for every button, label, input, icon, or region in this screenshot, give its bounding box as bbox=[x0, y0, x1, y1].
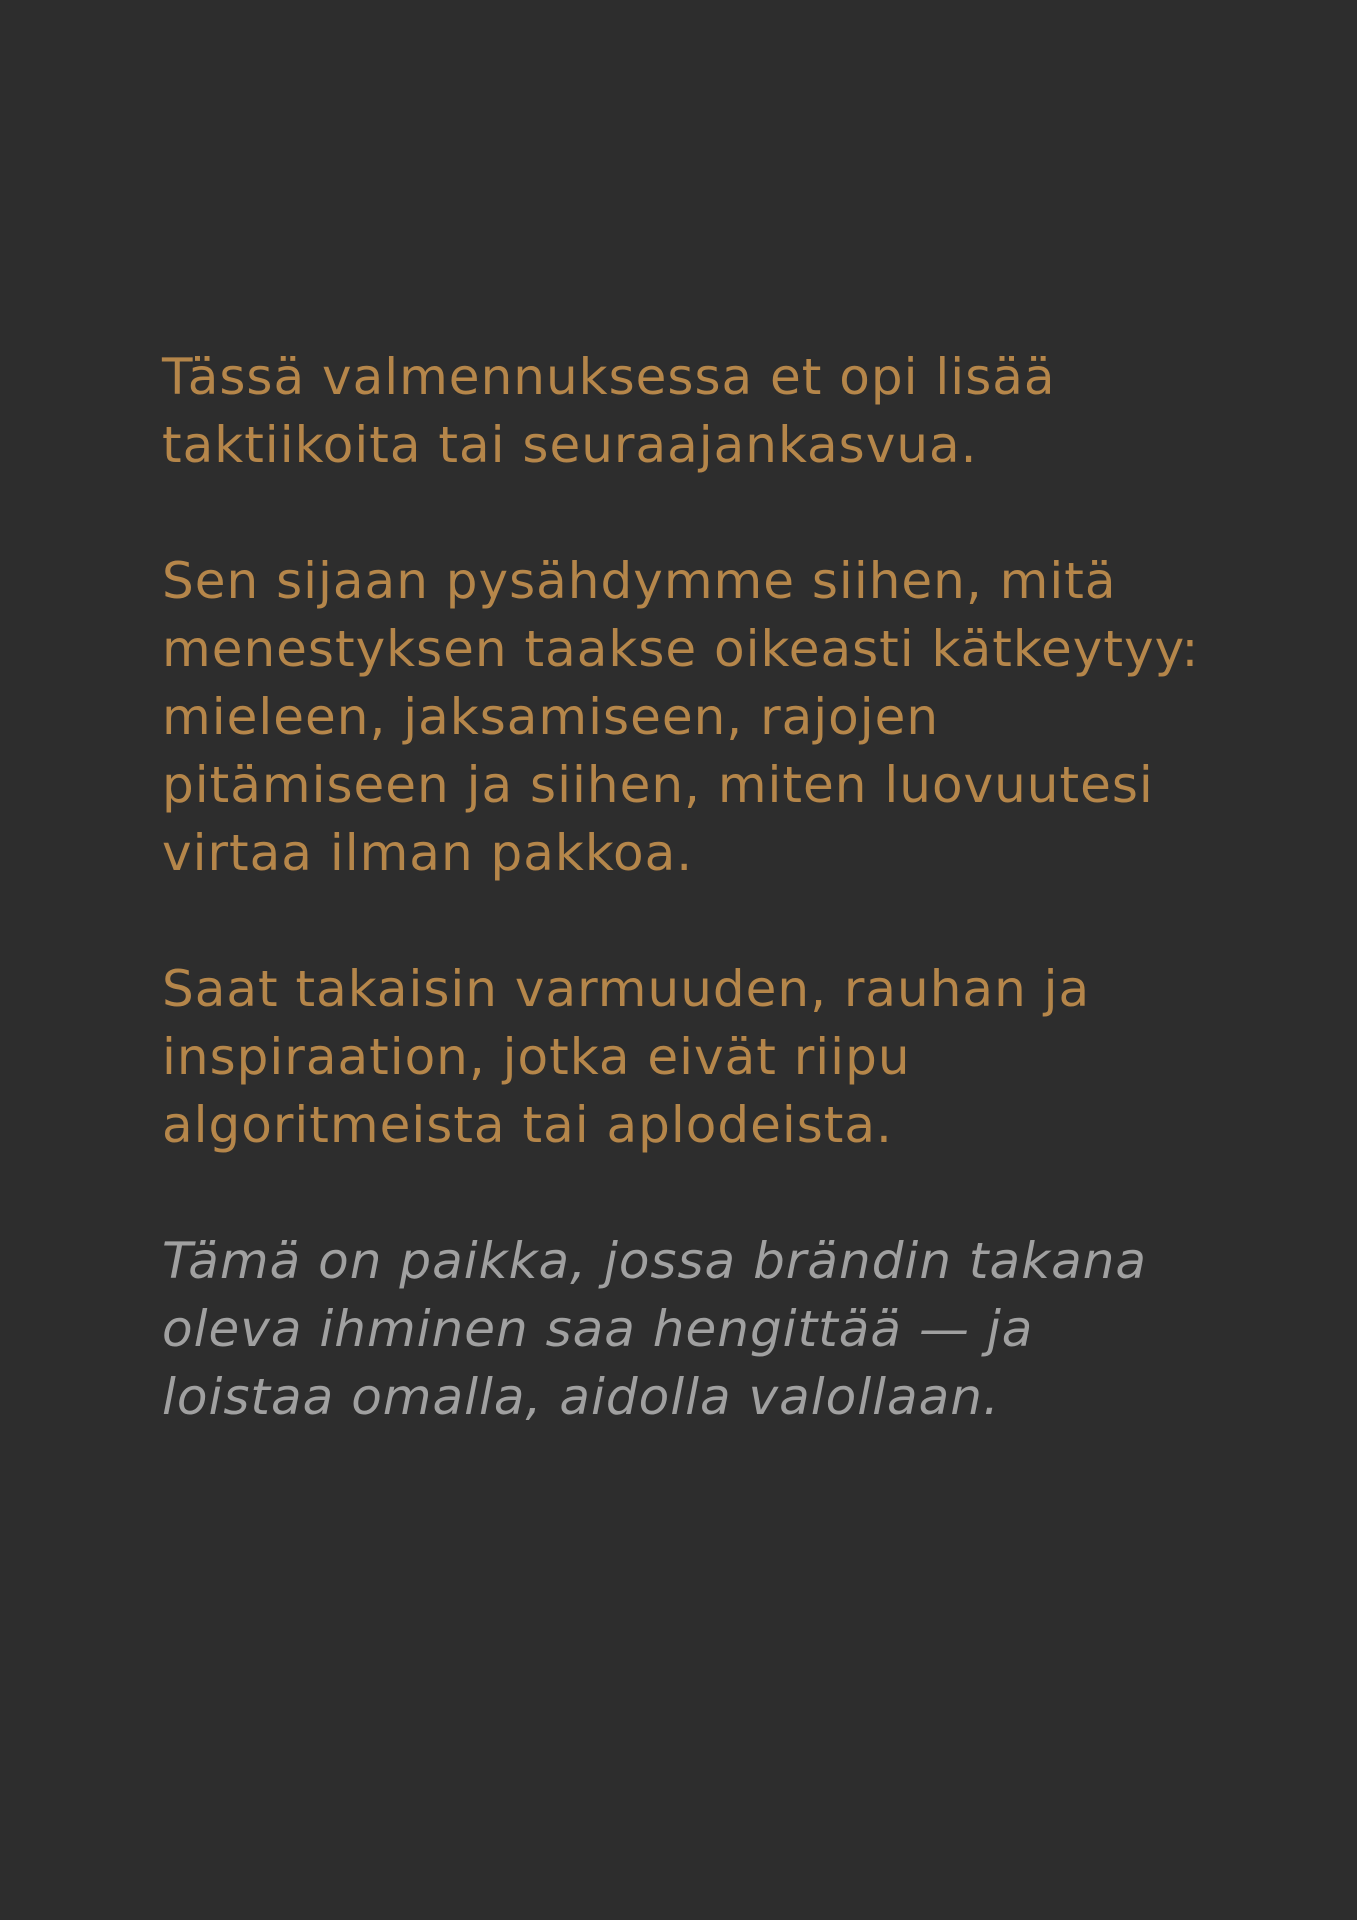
paragraph-intro: Tässä valmennuksessa et opi lisää taktiikoita tai seuraajankasvua. bbox=[162, 348, 1056, 474]
paragraph-outcome: Saat takaisin varmuuden, rauhan ja inspiraation, jotka eivät riipu algoritmeista tai aplodeista. bbox=[162, 960, 1091, 1154]
paragraph-focus: Sen sijaan pysähdymme siihen, mitä menestyksen taakse oikeasti kätkeytyy: mieleen, jaksamiseen, rajojen pitämiseen ja siihen, miten luovuutesi virtaa ilman pakkoa. bbox=[162, 552, 1200, 882]
text-block bbox=[162, 343, 1282, 1499]
paragraph-closing: Tämä on paikka, jossa brändin takana oleva ihminen saa hengittää — ja loistaa omalla, aidolla valollaan. bbox=[162, 1232, 1148, 1426]
